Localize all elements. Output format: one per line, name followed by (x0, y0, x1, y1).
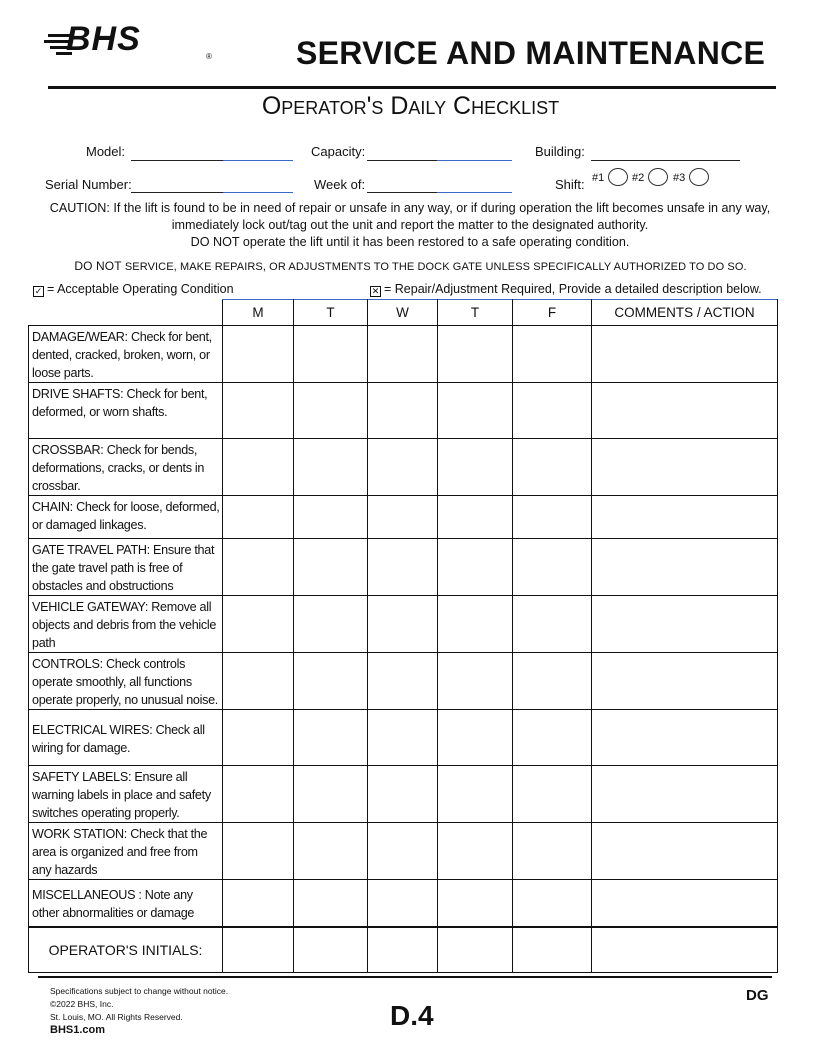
table-row (29, 823, 778, 880)
check-cell[interactable] (513, 539, 592, 596)
check-cell[interactable] (368, 596, 438, 653)
checklist-item (29, 880, 223, 927)
page-number: D.4 (390, 1000, 434, 1031)
checklist-item (29, 823, 223, 880)
item-key: CROSSBAR: (32, 443, 104, 457)
item-text: Check that the area is organized and free from any hazards (32, 827, 208, 877)
check-cell[interactable] (513, 710, 592, 766)
checklist-item (29, 383, 223, 439)
caution-word: CAUTION: (49, 201, 110, 215)
item-text: Remove all objects and debris from the vehicle path (32, 600, 217, 650)
model-label: Model: (86, 144, 126, 159)
table-row (29, 496, 778, 539)
check-cell[interactable] (513, 823, 592, 880)
comments-cell[interactable] (592, 596, 778, 653)
checklist-item (29, 539, 223, 596)
check-cell[interactable] (294, 539, 368, 596)
item-text: Check controls operate smoothly, all functions operate properly, no unusual noise. (32, 657, 219, 707)
check-cell[interactable] (294, 496, 368, 539)
checklist-item (29, 766, 223, 823)
shift-1-radio[interactable] (608, 168, 628, 186)
initials-cell[interactable] (513, 927, 592, 973)
item-text: Check for loose, deformed, or damaged linkages. (32, 500, 220, 532)
check-cell[interactable] (223, 823, 294, 880)
check-cell[interactable] (223, 766, 294, 823)
shift-2-radio[interactable] (648, 168, 668, 186)
comments-cell[interactable] (592, 710, 778, 766)
check-cell[interactable] (223, 383, 294, 439)
check-cell[interactable] (223, 653, 294, 710)
check-cell[interactable] (294, 823, 368, 880)
building-label: Building: (535, 144, 585, 159)
checklist-table (28, 299, 778, 973)
check-cell[interactable] (223, 710, 294, 766)
table-row (29, 596, 778, 653)
donot2-text: SERVICE, MAKE REPAIRS, OR ADJUSTMENTS TO THE DOCK GATE UNLESS SPECIFICALLY AUTHORIZED TO DO SO. (124, 261, 747, 273)
check-cell[interactable] (513, 653, 592, 710)
donot-text: operate the lift until it has been restored to a safe operating condition. (242, 235, 630, 249)
column-header: COMMENTS / ACTION (592, 300, 778, 326)
check-cell[interactable] (368, 880, 438, 927)
shift-3-label: #3 (673, 172, 686, 184)
check-cell[interactable] (294, 596, 368, 653)
check-cell[interactable] (294, 383, 368, 439)
check-cell[interactable] (513, 439, 592, 496)
column-header: F (513, 300, 592, 326)
table-row (29, 439, 778, 496)
check-cell[interactable] (223, 439, 294, 496)
initials-cell[interactable] (438, 927, 513, 973)
footer-rule (38, 976, 772, 978)
check-cell[interactable] (513, 596, 592, 653)
check-cell[interactable] (438, 326, 513, 383)
page-title: SERVICE AND MAINTENANCE (296, 35, 766, 71)
comments-cell[interactable] (592, 766, 778, 823)
check-cell[interactable] (368, 710, 438, 766)
check-cell[interactable] (223, 596, 294, 653)
item-text: Ensure all warning labels in place and safety switches operating properly. (32, 770, 211, 820)
checklist-item (29, 326, 223, 383)
serial-number-label: Serial Number: (45, 177, 132, 192)
item-key: DAMAGE/WEAR: (32, 330, 128, 344)
check-cell[interactable] (438, 383, 513, 439)
legend-repair (370, 282, 762, 297)
check-cell[interactable] (368, 653, 438, 710)
week-of-field[interactable] (367, 192, 512, 193)
item-key: DRIVE SHAFTS: (32, 387, 124, 401)
table-row (29, 653, 778, 710)
item-key: VEHICLE GATEWAY: (32, 600, 149, 614)
model-field[interactable] (131, 160, 293, 161)
item-text: Check for bent, deformed, or worn shafts. (32, 387, 208, 419)
check-cell[interactable] (223, 496, 294, 539)
column-header: T (438, 300, 513, 326)
legend-repair-text: = Repair/Adjustment Required, Provide a detailed description below. (384, 282, 762, 296)
comments-cell[interactable] (592, 383, 778, 439)
serial-number-field[interactable] (131, 192, 293, 193)
item-text: Check all wiring for damage. (32, 722, 205, 755)
check-cell[interactable] (368, 326, 438, 383)
check-cell[interactable] (294, 326, 368, 383)
check-cell[interactable] (368, 439, 438, 496)
item-key: ELECTRICAL WIRES: (32, 722, 153, 737)
check-cell[interactable] (294, 653, 368, 710)
logo-wordmark: BHS (66, 20, 141, 58)
item-key: GATE TRAVEL PATH: (32, 543, 150, 557)
item-key: SAFETY LABELS: (32, 770, 132, 784)
comments-cell[interactable] (592, 653, 778, 710)
caution-notice (30, 200, 790, 251)
item-text: Check for bends, deformations, cracks, or dents in crossbar. (32, 443, 205, 493)
check-cell[interactable] (438, 596, 513, 653)
table-row (29, 383, 778, 439)
check-cell[interactable] (223, 326, 294, 383)
column-header: T (294, 300, 368, 326)
checklist-item (29, 710, 223, 766)
comments-cell[interactable] (592, 496, 778, 539)
initials-row (29, 927, 778, 973)
check-cell[interactable] (294, 439, 368, 496)
checklist-item (29, 653, 223, 710)
x-box-icon: ✕ (371, 286, 380, 296)
shift-1-label: #1 (592, 172, 605, 184)
dock-gate-warning (0, 259, 821, 273)
header-rule (48, 86, 776, 89)
document-code: DG (746, 987, 769, 1004)
check-cell[interactable] (438, 880, 513, 927)
item-text: Check for bent, dented, cracked, broken, worn, or loose parts. (32, 330, 212, 380)
legend-acceptable-text: = Acceptable Operating Condition (47, 282, 234, 296)
check-cell[interactable] (438, 439, 513, 496)
checklist-item (29, 439, 223, 496)
item-key: CONTROLS: (32, 657, 103, 671)
footer-line-3: St. Louis, MO. All Rights Reserved. (50, 1012, 183, 1022)
check-cell[interactable] (513, 880, 592, 927)
column-header: W (368, 300, 438, 326)
checklist-title (0, 92, 821, 121)
check-cell[interactable] (513, 383, 592, 439)
check-cell[interactable] (513, 766, 592, 823)
check-cell[interactable] (438, 823, 513, 880)
capacity-field[interactable] (367, 160, 512, 161)
item-text: Ensure that the gate travel path is free of obstacles and obstructions (32, 543, 215, 593)
check-cell[interactable] (223, 539, 294, 596)
registered-mark: ® (206, 52, 212, 61)
shift-label: Shift: (555, 177, 585, 192)
legend-acceptable (33, 282, 234, 297)
donot2-word: DO NOT (74, 259, 122, 273)
table-row (29, 766, 778, 823)
table-row (29, 710, 778, 766)
check-cell[interactable] (438, 539, 513, 596)
operator-initials-label: OPERATOR'S INITIALS: (29, 927, 223, 973)
header-blank-cell (29, 300, 223, 326)
column-header: M (223, 300, 294, 326)
check-cell[interactable] (368, 539, 438, 596)
checklist-item (29, 496, 223, 539)
check-cell[interactable] (438, 653, 513, 710)
checklist-item (29, 596, 223, 653)
comments-cell[interactable] (592, 326, 778, 383)
check-cell[interactable] (368, 383, 438, 439)
building-field[interactable] (591, 160, 740, 161)
week-of-label: Week of: (314, 177, 366, 192)
check-cell[interactable] (438, 710, 513, 766)
check-cell[interactable] (368, 823, 438, 880)
check-cell[interactable] (294, 766, 368, 823)
subtitle-text: Operator's Daily Checklist (261, 92, 560, 120)
check-cell[interactable] (438, 766, 513, 823)
check-cell[interactable] (438, 496, 513, 539)
check-cell[interactable] (223, 880, 294, 927)
comments-cell[interactable] (592, 439, 778, 496)
shift-2-label: #2 (632, 172, 645, 184)
check-cell[interactable] (368, 496, 438, 539)
initials-comments-cell[interactable] (592, 927, 778, 973)
table-row (29, 880, 778, 927)
comments-cell[interactable] (592, 539, 778, 596)
donot-word: DO NOT (190, 235, 240, 249)
check-cell[interactable] (513, 496, 592, 539)
item-key: CHAIN: (32, 500, 73, 514)
check-cell[interactable] (368, 766, 438, 823)
initials-cell[interactable] (368, 927, 438, 973)
footer-notes (50, 985, 228, 1037)
initials-cell[interactable] (223, 927, 294, 973)
capacity-label: Capacity: (311, 144, 366, 159)
item-key: MISCELLANEOUS : (32, 887, 142, 902)
table-row (29, 326, 778, 383)
shift-3-radio[interactable] (689, 168, 709, 186)
checkmark-icon: ✓ (34, 286, 43, 296)
check-cell[interactable] (513, 326, 592, 383)
caution-text: If the lift is found to be in need of repair or unsafe in any way, or if during operation the lift becomes unsafe in any way, immediately lock out/tag out the unit and report the matter to the designated authority. (113, 201, 771, 232)
check-cell[interactable] (294, 880, 368, 927)
footer-line-2: ©2022 BHS, Inc. (50, 999, 114, 1009)
table-header-row (29, 300, 778, 326)
comments-cell[interactable] (592, 880, 778, 927)
initials-cell[interactable] (294, 927, 368, 973)
check-cell[interactable] (294, 710, 368, 766)
item-key: WORK STATION: (32, 827, 127, 841)
footer-line-1: Specifications subject to change without notice. (50, 986, 229, 996)
footer-url: BHS1.com (50, 1024, 106, 1036)
comments-cell[interactable] (592, 823, 778, 880)
item-text: Note any other abnormalities or damage (32, 887, 195, 920)
table-row (29, 539, 778, 596)
